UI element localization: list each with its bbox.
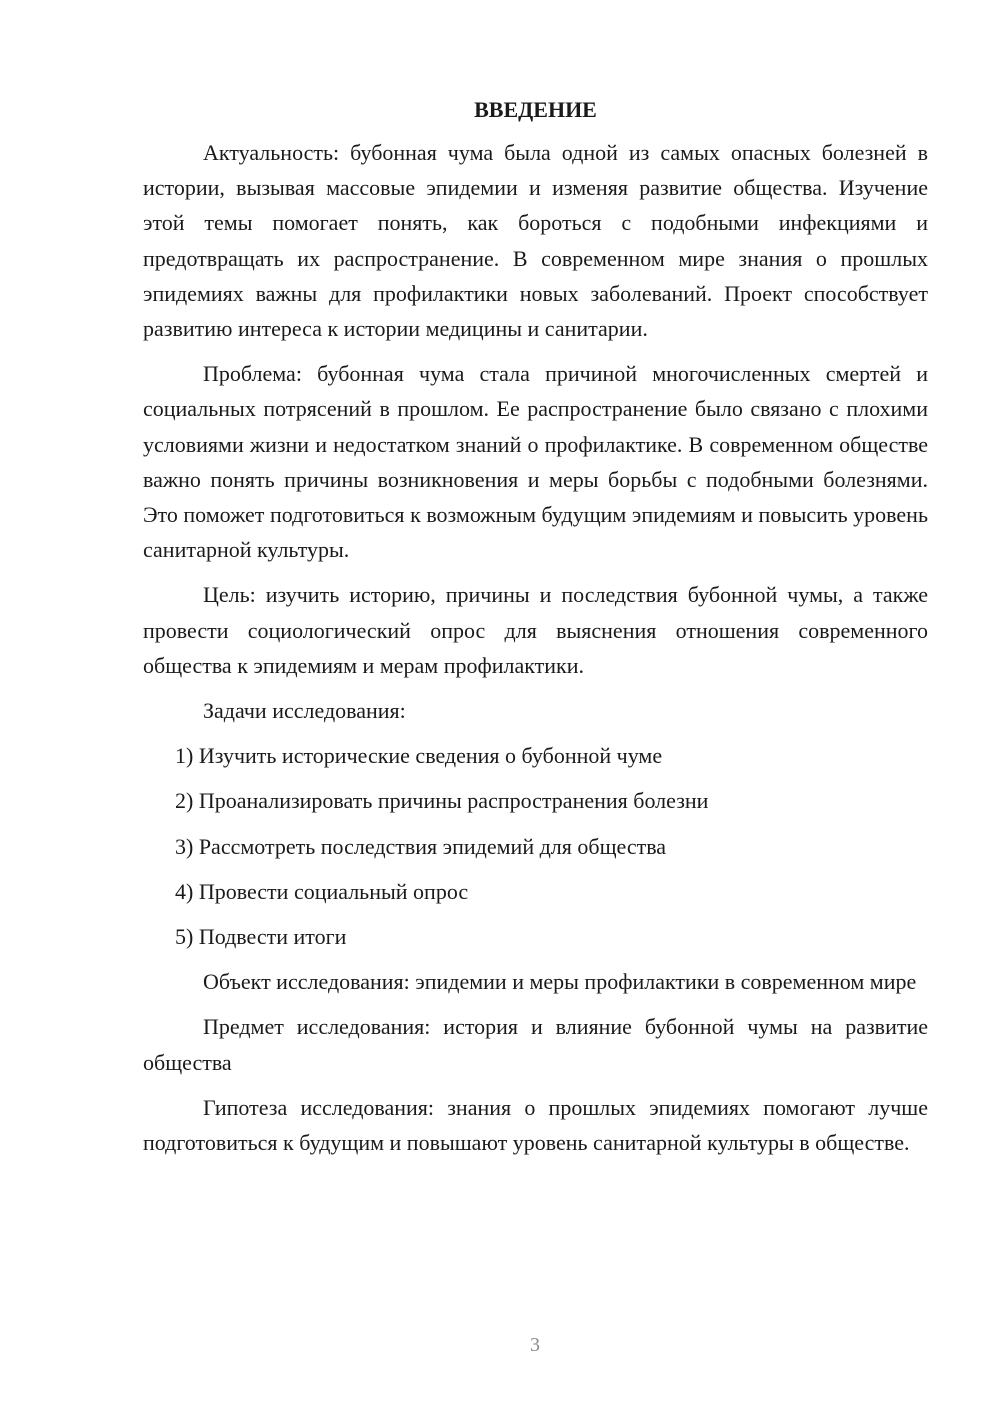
page-title: ВВЕДЕНИЕ	[474, 97, 597, 122]
goal-paragraph: Цель: изучить историю, причины и последствия бубонной чумы, а также провести социологический опрос для выяснения отношения современного общества к эпидемиям и мерам профилактики.	[143, 582, 928, 678]
hypothesis-paragraph: Гипотеза исследования: знания о прошлых эпидемиях помогают лучше подготовиться к будущим и повышают уровень санитарной культуры в обществе.	[143, 1094, 928, 1156]
task-item: 1) Изучить исторические сведения о бубонной чуме	[175, 743, 663, 769]
relevance-paragraph: Актуальность: бубонная чума была одной из самых опасных болезней в истории, вызывая массовые эпидемии и изменяя развитие общества. Изучение этой темы помогает понять, как бороться с подобными инфекциями и предотвращать их распространение. В современном мире знания о прошлых эпидемиях важны для профилактики новых заболеваний. Проект способствует развитию интереса к истории медицины и санитарии.	[143, 140, 928, 342]
task-item: 3) Рассмотреть последствия эпидемий для общества	[175, 833, 667, 859]
page-number: 3	[530, 1334, 540, 1356]
problem-paragraph: Проблема: бубонная чума стала причиной многочисленных смертей и социальных потрясений в прошлом. Ее распространение было связано с плохими условиями жизни и недостатком знаний о профилактике. В современном обществе важно понять причины возникновения и меры борьбы с подобными болезнями. Это поможет подготовиться к возможным будущим эпидемиям и повысить уровень санитарной культуры.	[143, 361, 928, 563]
task-item: 5) Подвести итоги	[175, 924, 347, 950]
task-item: 2) Проанализировать причины распространения болезни	[175, 788, 709, 814]
task-item: 4) Провести социальный опрос	[175, 878, 469, 904]
subject-paragraph: Предмет исследования: история и влияние бубонной чумы на развитие общества	[143, 1014, 928, 1075]
tasks-heading: Задачи исследования:	[203, 698, 406, 724]
page-content	[143, 95, 928, 1170]
object-paragraph: Объект исследования: эпидемии и меры профилактики в современном мире	[203, 969, 917, 995]
